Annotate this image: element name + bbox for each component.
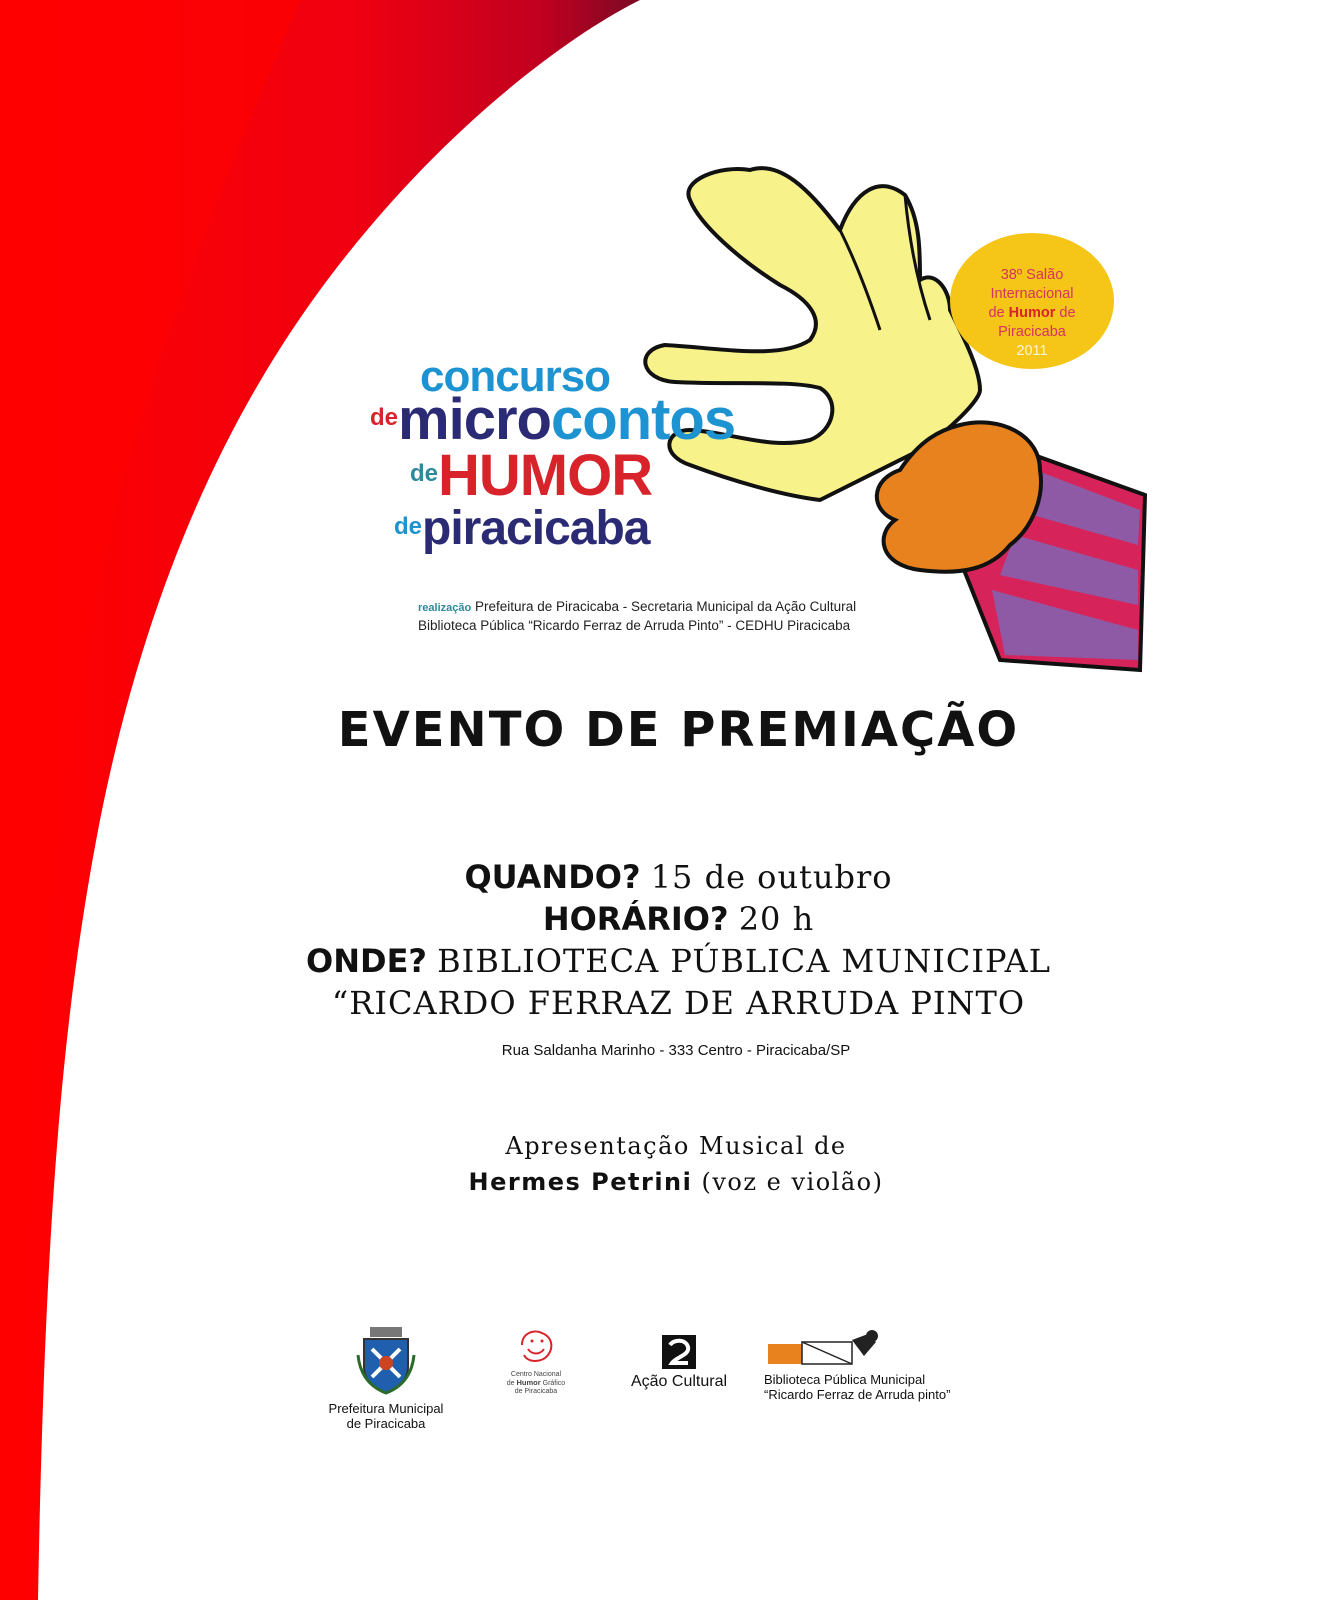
music-artist-line (0, 1168, 1317, 1196)
prefeitura-line1: Prefeitura Municipal (328, 1401, 444, 1416)
when-label: QUANDO? (464, 858, 641, 896)
biblioteca-line2: “Ricardo Ferraz de Arruda pinto” (764, 1387, 951, 1402)
logo-concurso: concurso (420, 352, 611, 401)
cnhg-grafico: Gráfico (540, 1380, 566, 1387)
badge-line3 (950, 304, 1114, 323)
badge-humor: Humor (1008, 305, 1056, 321)
event-when (0, 858, 1317, 896)
realizacao-line2: Biblioteca Pública “Ricardo Ferraz de Arruda Pinto” - CEDHU Piracicaba (418, 618, 851, 633)
contest-logo (360, 352, 740, 555)
realizacao-text1: Prefeitura de Piracicaba - Secretaria Municipal da Ação Cultural (474, 599, 857, 614)
acao-cultural-label: Ação Cultural (630, 1373, 728, 1390)
biblioteca-line1: Biblioteca Pública Municipal (764, 1372, 926, 1387)
badge-line4: Piracicaba (998, 324, 1066, 340)
event-address: Rua Saldanha Marinho - 333 Centro - Piracicaba/SP (501, 1042, 851, 1059)
cnhg-logo (494, 1325, 578, 1396)
badge-line3-pre: de (988, 305, 1009, 321)
prefeitura-logo (318, 1325, 454, 1431)
where-label: ONDE? (306, 942, 427, 980)
logo-de-1: de (370, 404, 399, 431)
event-where (0, 942, 1317, 980)
logo-humor: HUMOR (438, 443, 653, 508)
logo-de-3: de (394, 513, 423, 540)
where-value: BIBLIOTECA PÚBLICA MUNICIPAL (437, 942, 1051, 980)
realizacao-tag: realização (418, 602, 472, 614)
time-label: HORÁRIO? (542, 900, 729, 938)
badge-line1: 38º Salão (1000, 267, 1064, 283)
badge-year: 2011 (1016, 343, 1048, 359)
badge-line2: Internacional (990, 286, 1074, 302)
music-detail: (voz e violão) (701, 1168, 884, 1196)
smiling-face-icon (512, 1325, 560, 1367)
event-title: EVENTO DE PREMIAÇÃO (337, 702, 1020, 758)
logo-line3 (410, 443, 653, 508)
music-artist: Hermes Petrini (468, 1168, 693, 1196)
event-time (0, 900, 1317, 938)
biblioteca-logo (764, 1330, 976, 1402)
acao-cultural-logo (622, 1335, 736, 1391)
realizacao-credits (418, 598, 856, 635)
logo-line4 (394, 502, 650, 555)
logo-piracicaba: piracicaba (422, 502, 650, 555)
event-where-line2: “RICARDO FERRAZ DE ARRUDA PINTO (331, 984, 1026, 1022)
library-building-icon (768, 1330, 888, 1366)
logo-contos: contos (550, 387, 736, 452)
time-value: 20 h (738, 900, 815, 938)
logo-de-2: de (410, 460, 439, 487)
music-intro: Apresentação Musical de (505, 1132, 847, 1160)
salao-humor-badge (950, 233, 1114, 369)
prefeitura-line2: de Piracicaba (346, 1416, 426, 1431)
acao-cultural-icon (662, 1335, 696, 1369)
cnhg-line2 (494, 1379, 578, 1388)
logo-micro: micro (398, 387, 551, 452)
cnhg-de: de (506, 1380, 517, 1387)
cnhg-humor: Humor (516, 1378, 541, 1387)
logo-line2 (370, 387, 736, 452)
when-value: 15 de outubro (650, 858, 893, 896)
realizacao-line1 (418, 598, 856, 617)
badge-line3-post: de (1055, 305, 1076, 321)
city-crest-icon (356, 1325, 416, 1395)
cnhg-line1: Centro Nacional (510, 1371, 562, 1378)
cnhg-line3: de Piracicaba (514, 1388, 558, 1395)
